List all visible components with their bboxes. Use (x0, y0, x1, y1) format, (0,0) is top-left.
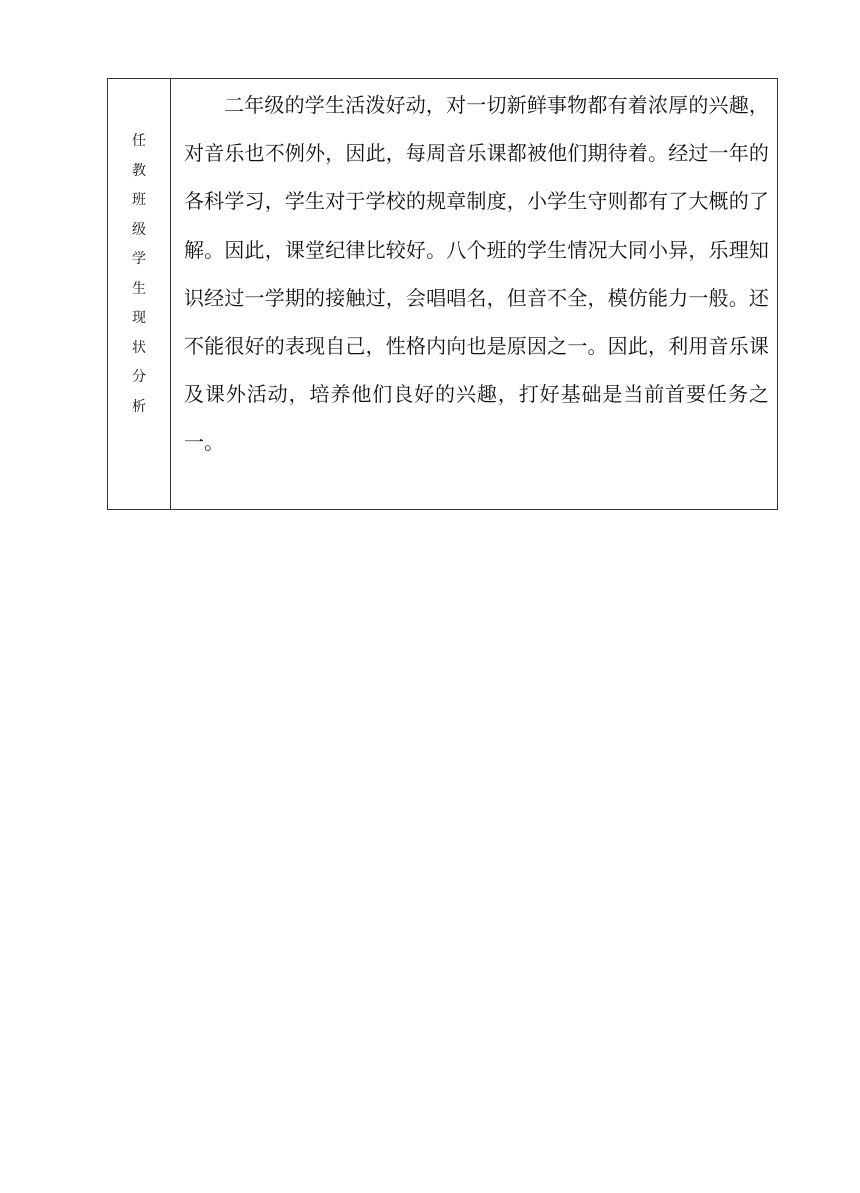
row-label-char: 任 (132, 133, 146, 149)
row-label-char: 分 (132, 369, 146, 385)
row-label-char: 析 (132, 398, 146, 415)
row-label-char: 学 (132, 251, 146, 267)
row-label-char: 教 (132, 162, 146, 179)
row-label-cell (108, 79, 171, 509)
row-label-char: 班 (132, 192, 146, 208)
row-label-char: 状 (132, 339, 146, 356)
row-label (132, 127, 146, 509)
analysis-paragraph: 二年级的学生活泼好动，对一切新鲜事物都有着浓厚的兴趣，对音乐也不例外，因此，每周音乐课都被他们期待着。经过一年的各科学习，学生对于学校的规章制度，小学生守则都有了大概的了解。因此，课堂纪律比较好。八个班的学生情况大同小异，乐理知识经过一学期的接触过，会唱唱名，但音不全，模仿能力一般。还不能很好的表现自己，性格内向也是原因之一。因此，利用音乐课及课外活动，培养他们良好的兴趣，打好基础是当前首要任务之一。 (184, 93, 769, 455)
row-label-char: 级 (132, 221, 146, 238)
row-label-char: 现 (132, 310, 146, 326)
row-label-char: 生 (132, 280, 146, 297)
student-analysis-table (107, 78, 778, 510)
content-cell (171, 79, 777, 509)
